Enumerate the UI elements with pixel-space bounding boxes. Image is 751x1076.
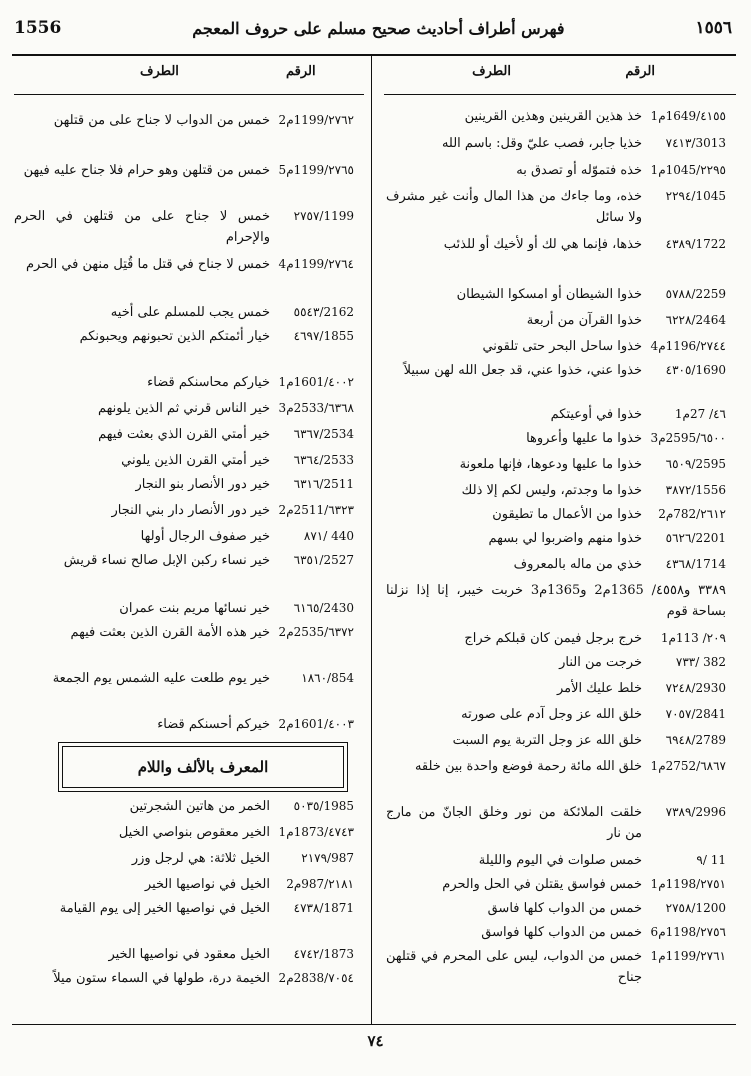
- list-item: [386, 360, 726, 381]
- hadith-text: خير الناس قرني ثم الذين يلونهم: [97, 401, 270, 416]
- hadith-text: خمس لا جناح في قتل ما قُتِل منهن في الحرم: [26, 257, 270, 272]
- list-item: [386, 284, 726, 305]
- hadith-ref: ٤٦/ 27م1: [674, 407, 726, 421]
- hadith-ref: ٤٣٠٥/1690: [665, 363, 726, 377]
- hadith-ref: ٦٣٦٤/2533: [293, 453, 354, 467]
- hadith-ref: ٥٥٤٣/2162: [293, 305, 354, 319]
- hadith-text: خمس من الدواب كلها فاسق: [487, 901, 642, 916]
- hadith-text: خذيا جابر، فصب عليّ وقل: باسم الله: [441, 136, 642, 151]
- hadith-text: خذي من ماله بالمعروف: [513, 557, 642, 572]
- hadith-text: خيركم أحسنكم قضاء: [157, 717, 270, 732]
- list-item: [14, 500, 354, 521]
- hadith-text: خذوا من الأعمال ما تطيقون: [492, 507, 642, 522]
- hadith-text: خرج برجل فيمن كان قبلكم خراج: [464, 631, 642, 646]
- hadith-text: خياركم محاسنكم قضاء: [147, 375, 270, 390]
- list-item: [14, 302, 354, 323]
- list-item: [14, 450, 354, 471]
- hadith-text: خمس يجب للمسلم على أخيه: [110, 305, 270, 320]
- hadith-ref: ٥٠٣٥/1985: [293, 799, 354, 813]
- hadith-text: خمس من الدواب لا جناح على من قتلهن: [53, 113, 270, 128]
- hadith-ref: ٢٧٥٨/1200: [665, 901, 726, 915]
- hadith-ref: ١٨٦٠/854: [301, 671, 354, 685]
- hadith-ref: ٤٣٨٩/1722: [665, 237, 726, 251]
- hadith-text: خير دور الأنصار بنو النجار: [135, 477, 270, 492]
- left-col-header-rule: [14, 94, 364, 95]
- hadith-text: خير أمتي القرن الذي بعثت فيهم: [98, 427, 270, 442]
- hadith-ref: ٩/ 11: [696, 853, 726, 867]
- left-col-header-text: الطرف: [140, 64, 179, 79]
- hadith-text: خمس من قتلهن وهو حرام فلا جناح عليه فيهن: [23, 163, 270, 178]
- list-item: [14, 372, 354, 393]
- hadith-text: خير نساء ركبن الإبل صالح نساء قريش: [63, 553, 270, 568]
- hadith-ref: ٥٦٢٦/2201: [665, 531, 726, 545]
- hadith-text: خذوا منهم واضربوا لي بسهم: [488, 531, 642, 546]
- hadith-text: خمس صلوات في اليوم والليلة: [478, 853, 642, 868]
- page-number-arabic: ١٥٥٦: [695, 18, 732, 38]
- list-item: [386, 898, 726, 919]
- page-header: [14, 10, 732, 46]
- list-item: [386, 106, 726, 127]
- hadith-text: خذوا ما وجدتم، وليس لكم إلا ذلك: [461, 483, 642, 498]
- list-item: [386, 704, 726, 725]
- list-item: [14, 424, 354, 445]
- list-item: [386, 946, 726, 988]
- hadith-text: خرجت من النار: [559, 655, 642, 670]
- list-item: [14, 398, 354, 419]
- page-title: فهرس أطراف أحاديث صحيح مسلم على حروف المعجم: [192, 18, 565, 38]
- list-item: [14, 874, 354, 895]
- hadith-ref: ٢٧٤٤/1196م4: [650, 339, 726, 353]
- right-col-header-num: الرقم: [625, 64, 655, 79]
- hadith-ref: ٦٥٠٠/2595م3: [650, 431, 726, 445]
- hadith-text: خذوا ما عليها ودعوها، فإنها ملعونة: [459, 457, 642, 472]
- list-item: [14, 550, 354, 571]
- hadith-ref: ٢٧٥٦/1198م6: [650, 925, 726, 939]
- list-item: [14, 848, 354, 869]
- list-item: [386, 504, 726, 525]
- list-item: [14, 206, 354, 248]
- list-item: [386, 186, 726, 228]
- hadith-text: خذوا عني، خذوا عني، قد جعل الله لهن سبيلاً: [403, 363, 642, 378]
- hadith-ref: ٦٢٢٨/2464: [665, 313, 726, 327]
- hadith-ref: ٧٣٨٩/2996: [665, 805, 726, 819]
- hadith-ref: ٧٢٤٨/2930: [665, 681, 726, 695]
- hadith-text: خذها، فإنما هي لك أو لأخيك أو للذئب: [443, 237, 642, 252]
- list-item: [386, 454, 726, 475]
- list-item: [386, 652, 726, 673]
- hadith-text: الخير معقوص بنواصي الخيل: [118, 825, 270, 840]
- list-item: [14, 326, 354, 347]
- hadith-text: الخيل معقود في نواصيها الخير: [108, 947, 270, 962]
- list-item: [386, 310, 726, 331]
- section-heading: المعرف بالألف واللام: [62, 746, 344, 788]
- hadith-ref: ٢٧٦٢/1199م2: [278, 113, 354, 127]
- list-item: [14, 622, 354, 643]
- header-rule: [12, 54, 736, 56]
- hadith-text: خير أمتي القرن الذين يلوني: [121, 453, 270, 468]
- hadith-ref: ٤٧٤٣/1873م1: [278, 825, 354, 839]
- hadith-ref: ٧٣٣/ 382: [675, 655, 726, 669]
- page-number-footer: ٧٤: [367, 1032, 384, 1050]
- list-item: [14, 714, 354, 735]
- hadith-text: خذه، وما جاءك من هذا المال وأنت غير مشرف ولا سائل: [386, 189, 642, 225]
- hadith-text: خذوا الشيطان أو امسكوا الشيطان: [456, 287, 642, 302]
- hadith-text: الخيل في نواصيها الخير إلى يوم القيامة: [59, 901, 270, 916]
- hadith-ref: ٢٧٦١/1199م1: [650, 949, 726, 963]
- hadith-ref: ٢١٧٩/987: [301, 851, 354, 865]
- hadith-text: خمس من الدواب، ليس على المحرم في قتلهن جناح: [386, 949, 642, 985]
- hadith-ref: ٥٧٨٨/2259: [665, 287, 726, 301]
- hadith-text: خلط عليك الأمر: [556, 681, 642, 696]
- list-item: [386, 528, 726, 549]
- column-divider: [371, 56, 372, 1024]
- hadith-ref: ٧٤١٣/3013: [665, 136, 726, 150]
- hadith-text: خير هذه الأمة القرن الذين بعثت فيهم: [70, 625, 270, 640]
- hadith-text: خذوا ساحل البحر حتى تلقوني: [482, 339, 642, 354]
- page-number-latin: 1556: [14, 18, 62, 38]
- list-item: [386, 480, 726, 501]
- hadith-text: خذ هذين القرينين وهذين القرينين: [464, 109, 642, 124]
- hadith-ref: ٦٣١٦/2511: [293, 477, 354, 491]
- hadith-text: خلق الله عز وجل آدم على صورته: [461, 707, 642, 722]
- hadith-text: خذه فتموّله أو تصدق به: [516, 163, 642, 178]
- list-item: [14, 526, 354, 547]
- list-item: [14, 160, 354, 181]
- list-item: [14, 822, 354, 843]
- hadith-text: خمس لا جناح على من قتلهن في الحرم والإحرام: [14, 209, 270, 245]
- list-item: [14, 254, 354, 275]
- hadith-ref: ٧٠٥٧/2841: [665, 707, 726, 721]
- hadith-ref: ٦٣٧٢/2535م2: [278, 625, 354, 639]
- list-item: [14, 598, 354, 619]
- hadith-text: الخيل ثلاثة: هي لرجل وزر: [131, 851, 270, 866]
- list-item: [386, 678, 726, 699]
- hadith-text: خلق الله مائة رحمة فوضع واحدة بين خلقه: [414, 759, 642, 774]
- hadith-text: خلقت الملائكة من نور وخلق الجانّ من مارج من نار: [386, 805, 642, 841]
- list-item: [386, 554, 726, 575]
- list-item: [14, 898, 354, 919]
- hadith-text: خير صفوف الرجال أولها: [140, 529, 270, 544]
- list-item: [386, 404, 726, 425]
- right-col-header-rule: [384, 94, 736, 95]
- hadith-ref: ٧٠٥٤/2838م2: [278, 971, 354, 985]
- hadith-ref: ٣٨٧٢/1556: [665, 483, 726, 497]
- hadith-ref: ٢٧٥١/1198م1: [650, 877, 726, 891]
- hadith-ref: ٤٧٤٢/1873: [293, 947, 354, 961]
- hadith-ref: ٦٩٤٨/2789: [665, 733, 726, 747]
- list-item: [386, 336, 726, 357]
- hadith-text: ٣٣٨٩ و٤٥٥٨/ 1365م2 و1365م3 خربت خيبر، إنا إذا نزلنا بساحة قوم: [386, 583, 726, 619]
- list-item: [386, 160, 726, 181]
- footer-rule: [12, 1024, 736, 1025]
- right-col-header-text: الطرف: [472, 64, 511, 79]
- list-item: [14, 668, 354, 689]
- hadith-ref: ٤٠٠٣/1601م2: [278, 717, 354, 731]
- hadith-text: خير دور الأنصار دار بني النجار: [111, 503, 270, 518]
- hadith-ref: ٤١٥٥/1649م1: [650, 109, 726, 123]
- hadith-ref: ٦٥٠٩/2595: [665, 457, 726, 471]
- list-item: [386, 428, 726, 449]
- hadith-text: خلق الله عز وجل التربة يوم السبت: [452, 733, 642, 748]
- hadith-ref: ٦٣٦٧/2534: [293, 427, 354, 441]
- hadith-ref: ٢٠٩/ 113م1: [660, 631, 726, 645]
- hadith-ref: ٤٣٦٨/1714: [665, 557, 726, 571]
- list-item: [14, 968, 354, 989]
- list-item: [386, 730, 726, 751]
- hadith-ref: ٦٣٦٨/2533م3: [278, 401, 354, 415]
- hadith-ref: ٦٣٢٣/2511م2: [278, 503, 354, 517]
- list-item: [14, 474, 354, 495]
- list-item: [386, 234, 726, 255]
- hadith-ref: ٢٧٦٤/1199م4: [278, 257, 354, 271]
- hadith-ref: ٢٢٩٥/1045م1: [650, 163, 726, 177]
- list-item: [14, 110, 354, 131]
- hadith-ref: ٦٣٥١/2527: [293, 553, 354, 567]
- hadith-text: خيار أئمتكم الذين تحبونهم ويحبونكم: [79, 329, 270, 344]
- hadith-ref: ٢٦١٢/782م2: [658, 507, 726, 521]
- hadith-ref: ٢٢٩٤/1045: [665, 189, 726, 203]
- list-item: [386, 922, 726, 943]
- hadith-text: خير يوم طلعت عليه الشمس يوم الجمعة: [52, 671, 270, 686]
- hadith-text: الخمر من هاتين الشجرتين: [129, 799, 270, 814]
- hadith-ref: ٤٧٣٨/1871: [293, 901, 354, 915]
- hadith-ref: ٦١٦٥/2430: [293, 601, 354, 615]
- list-item: [386, 756, 726, 777]
- hadith-text: خمس فواسق يقتلن في الحل والحرم: [442, 877, 642, 892]
- list-item: [386, 628, 726, 649]
- list-item: [386, 850, 726, 871]
- list-item: [386, 802, 726, 844]
- hadith-text: خذوا القرآن من أربعة: [526, 313, 642, 328]
- hadith-text: الخيمة درة، طولها في السماء ستون ميلاً: [53, 971, 270, 986]
- list-item: [14, 796, 354, 817]
- list-item: [386, 874, 726, 895]
- hadith-ref: ٢٧٥٧/1199: [293, 209, 354, 223]
- hadith-ref: ٦٨٦٧/2752م1: [650, 759, 726, 773]
- list-item: [386, 580, 726, 622]
- hadith-text: خمس من الدواب كلها فواسق: [481, 925, 642, 940]
- left-col-header-num: الرقم: [286, 64, 316, 79]
- hadith-ref: ٢٧٦٥/1199م5: [278, 163, 354, 177]
- hadith-ref: ٤٠٠٢/1601م1: [278, 375, 354, 389]
- list-item: [386, 133, 726, 154]
- hadith-text: خذوا ما عليها وأعروها: [526, 431, 642, 446]
- hadith-text: خير نسائها مريم بنت عمران: [119, 601, 270, 616]
- hadith-text: خذوا في أوعيتكم: [550, 407, 642, 422]
- hadith-ref: ٨٧١/ 440: [303, 529, 354, 543]
- hadith-ref: ٤٦٩٧/1855: [293, 329, 354, 343]
- hadith-ref: ٢١٨١/987م2: [286, 877, 354, 891]
- list-item: [14, 944, 354, 965]
- hadith-text: الخيل في نواصيها الخير: [144, 877, 270, 892]
